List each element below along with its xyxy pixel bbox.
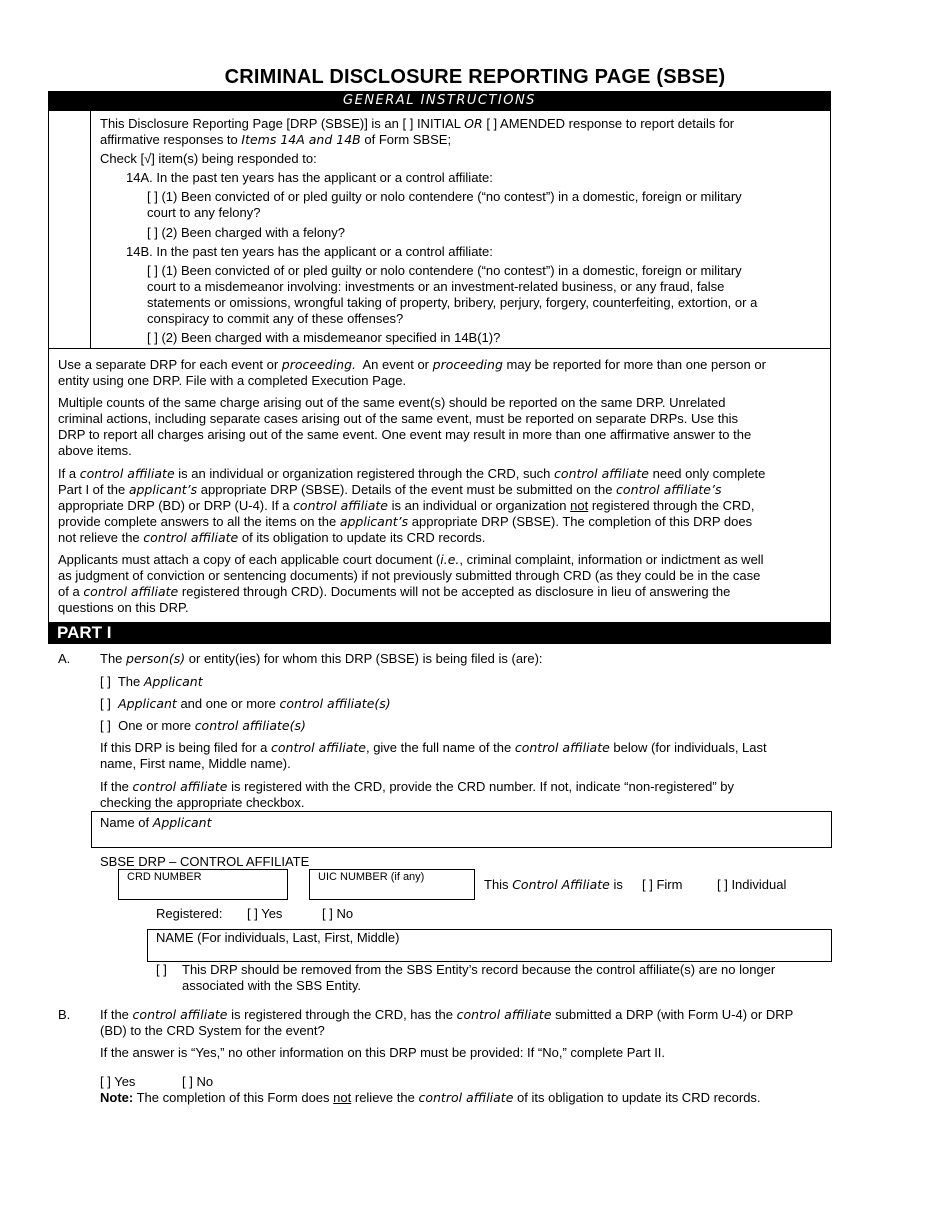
b-yes-checkbox[interactable]: [ ] Yes	[100, 1074, 136, 1089]
applicant-name-label: Name of Applicant	[100, 815, 212, 830]
general-instructions-header: GENERAL INSTRUCTIONS	[48, 91, 831, 111]
part-1-header: PART I	[48, 622, 831, 644]
instruction-paragraph-2: Multiple counts of the same charge arising out of the same event(s) should be reported on the same DRP. Unrelated criminal actions, including separate cases arising out of the same event, must be reported on separate DRPs. Use this DRP to report all charges arising out of the same event. One event may result in more than one affirmative answer to the above items.	[58, 395, 752, 458]
section-a-question: The person(s) or entity(ies) for whom this DRP (SBSE) is being filed is (are):	[100, 651, 543, 666]
option-affiliates-only[interactable]: [ ] One or more control affiliate(s)	[100, 718, 306, 733]
item-14a-1[interactable]: [ ] (1) Been convicted of or pled guilty or nolo contendere (“no contest”) in a domestic, foreign or military court to any felony?	[147, 189, 742, 220]
intro-paragraph: This Disclosure Reporting Page [DRP (SBSE)] is an [ ] INITIAL OR [ ] AMENDED response to report details for affirmative responses to Items 14A and 14B of Form SBSE;	[100, 116, 735, 147]
applicant-name-field[interactable]	[91, 811, 832, 848]
b-no-checkbox[interactable]: [ ] No	[182, 1074, 214, 1089]
section-b-answer-instruction: If the answer is “Yes,” no other information on this DRP must be provided: If “No,” complete Part II.	[100, 1045, 666, 1060]
full-name-instruction: If this DRP is being filed for a control affiliate, give the full name of the control affiliate below (for individuals, Last name, First name, Middle name).	[100, 740, 767, 771]
uic-number-label: UIC NUMBER (if any)	[318, 871, 425, 883]
affiliate-name-field[interactable]	[147, 929, 832, 962]
registered-yes-checkbox[interactable]: [ ] Yes	[247, 906, 283, 921]
item-14b-2[interactable]: [ ] (2) Been charged with a misdemeanor specified in 14B(1)?	[147, 330, 501, 345]
section-b-label: B.	[58, 1007, 71, 1022]
option-applicant-and-affiliates[interactable]: [ ] Applicant and one or more control affiliate(s)	[100, 696, 391, 711]
item-14a-2[interactable]: [ ] (2) Been charged with a felony?	[147, 225, 346, 240]
uic-number-field[interactable]	[309, 869, 475, 900]
page-title: CRIMINAL DISCLOSURE REPORTING PAGE (SBSE)	[224, 66, 726, 88]
crd-number-label: CRD NUMBER	[127, 871, 202, 883]
item-14b-heading: 14B. In the past ten years has the applicant or a control affiliate:	[126, 244, 493, 259]
crd-instruction: If the control affiliate is registered with the CRD, provide the CRD number. If not, indicate “non-registered” by checking the appropriate checkbox.	[100, 779, 735, 810]
remove-text: This DRP should be removed from the SBS Entity’s record because the control affiliate(s) are no longer associated with the SBS Entity.	[182, 962, 776, 993]
affiliate-name-label: NAME (For individuals, Last, First, Middle)	[156, 930, 400, 945]
option-applicant[interactable]: [ ] The Applicant	[100, 674, 203, 689]
section-a-label: A.	[58, 651, 71, 666]
item-14b-1[interactable]: [ ] (1) Been convicted of or pled guilty or nolo contendere (“no contest”) in a domestic, foreign or military court to a misdemeanor involving: investments or an investment-related business, or any fraud, false statements or omissions, wrongful taking of property, bribery, perjury, forgery, counterfeiting, extortion, or a conspiracy to commit any of these offenses?	[147, 263, 758, 326]
note-text: Note: The completion of this Form does not relieve the control affiliate of its obligation to update its CRD records.	[100, 1090, 761, 1105]
divider-vertical	[90, 111, 91, 349]
firm-checkbox[interactable]: [ ] Firm	[642, 877, 683, 892]
check-instruction: Check [√] item(s) being responded to:	[100, 151, 317, 166]
instruction-paragraph-4: Applicants must attach a copy of each applicable court document (i.e., criminal complaint, information or indictment as well as judgment of conviction or sentencing documents) if not previously submitted through CRD (as they could be in the case of a control affiliate registered through CRD). Documents will not be accepted as disclosure in lieu of answering the questions on this DRP.	[58, 552, 764, 615]
individual-checkbox[interactable]: [ ] Individual	[717, 877, 787, 892]
registered-label: Registered:	[156, 906, 223, 921]
remove-checkbox[interactable]: [ ]	[156, 962, 167, 977]
instruction-paragraph-3: If a control affiliate is an individual or organization registered through the CRD, such control affiliate need only complete Part I of the applicant’s appropriate DRP (SBSE). Details of the event must be submitted on the control affiliate’s appropriate DRP (BD) or DRP (U-4). If a control affiliate is an individual or organization not registered through the CRD, provide complete answers to all the items on the applicant’s appropriate DRP (SBSE). The completion of this DRP does not relieve the control affiliate of its obligation to update its CRD records.	[58, 466, 766, 545]
registered-no-checkbox[interactable]: [ ] No	[322, 906, 354, 921]
affiliate-type-question: This Control Affiliate is	[484, 877, 623, 892]
crd-number-field[interactable]	[118, 869, 288, 900]
divider-horizontal	[48, 348, 831, 349]
control-affiliate-heading: SBSE DRP – CONTROL AFFILIATE	[100, 854, 310, 869]
instruction-paragraph-1: Use a separate DRP for each event or proceeding. An event or proceeding may be reported for more than one person or entity using one DRP. File with a completed Execution Page.	[58, 357, 766, 388]
item-14a-heading: 14A. In the past ten years has the applicant or a control affiliate:	[126, 170, 493, 185]
section-b-question: If the control affiliate is registered through the CRD, has the control affiliate submitted a DRP (with Form U-4) or DRP (BD) to the CRD System for the event?	[100, 1007, 794, 1038]
